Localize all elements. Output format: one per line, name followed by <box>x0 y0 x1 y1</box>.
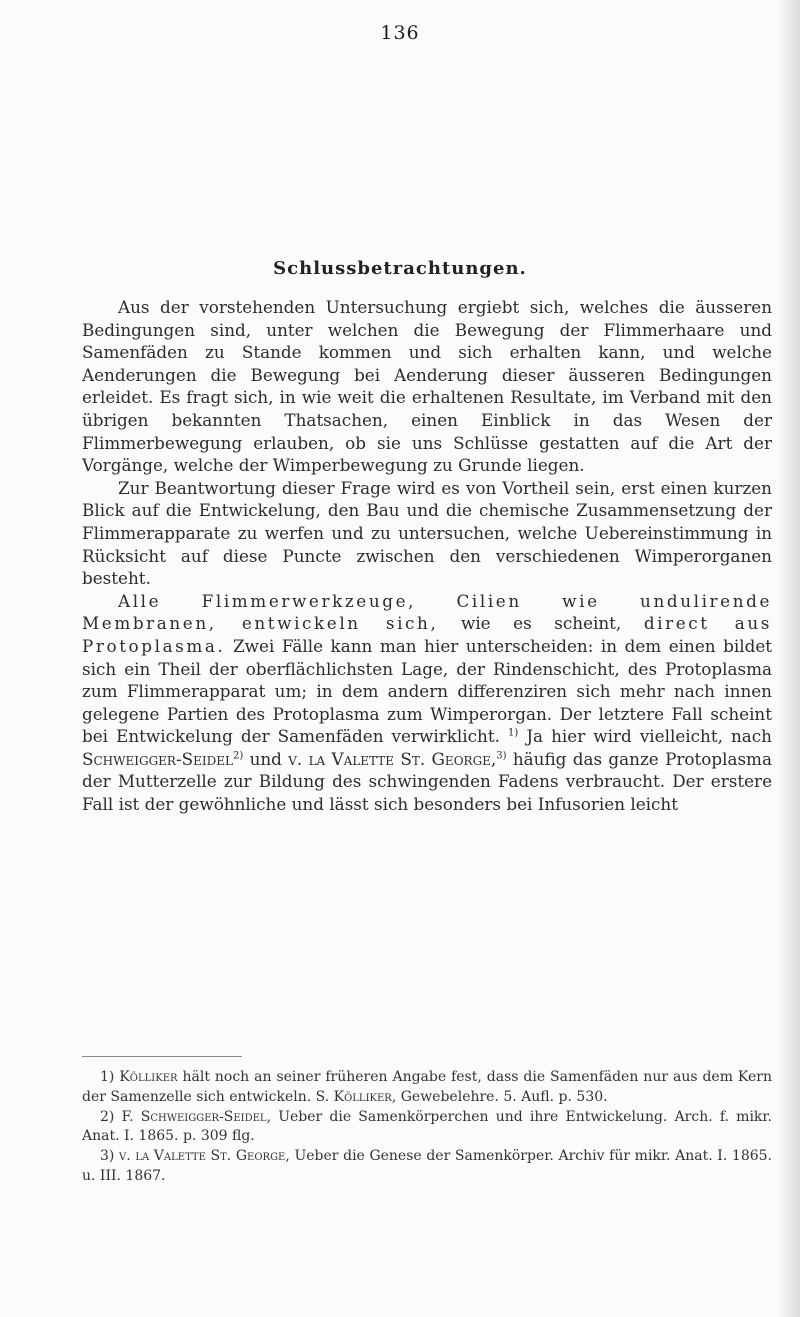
footnote-ref: 3) <box>496 750 507 762</box>
page-edge-shadow <box>778 0 800 1317</box>
section-title: Schlussbetrachtungen. <box>273 258 527 279</box>
page-number: 136 <box>380 22 420 44</box>
paragraph-1: Aus der vorstehenden Untersuchung ergiebt sich, welches die äusseren Bedingungen sind, unter welchen die Bewegung der Flimmerhaare und Samenfäden zu Stande kommen und sich erhalten kann, und welche Aenderungen die Bewegung bei Aenderung dieser äusseren Bedingungen erleidet. Es fragt sich, in wie weit die erhaltenen Resultate, im Verband mit den übrigen bekannten Thatsachen, einen Einblick in das Wesen der Flimmerbewegung erlauben, ob sie uns Schlüsse gestatten auf die Art der Vorgänge, welche der Wimperbewegung zu Grunde liegen. <box>82 297 772 476</box>
footnotes <box>82 1068 772 1187</box>
footnote-divider <box>82 1056 242 1057</box>
footnote-1: 1) Kölliker hält noch an seiner früheren Angabe fest, dass die Samenfäden nur aus dem Kern der Samenzelle sich entwickeln. S. Kölliker, Gewebelehre. 5. Aufl. p. 530. <box>82 1069 773 1105</box>
author-name: Schweigger-Seidel <box>82 748 233 769</box>
paragraph-2: Zur Beantwortung dieser Frage wird es von Vortheil sein, erst einen kurzen Blick auf die Entwickelung, den Bau und die chemische Zusammensetzung der Flimmerapparate zu werfen und zu untersuchen, welche Uebereinstimmung in Rücksicht auf diese Puncte zwischen den verschiedenen Wimperorganen besteht. <box>82 477 772 589</box>
paragraph-3: Alle Flimmerwerkzeuge, Cilien wie undulirende Membranen, entwickeln sich, wie es scheint, direct aus Protoplasma. Zwei Fälle kann man hier unterscheiden: in dem einen bildet sich ein Theil der oberflächlichsten Lage, der Rindenschicht, des Protoplasma zum Flimmerapparat um; in dem andern differenziren sich mehr nach innen gelegene Partien des Protoplasma zum Wimperorgan. Der letztere Fall scheint bei Entwickelung der Samenfäden verwirklicht. $^{1)}$ Ja hier wird vielleicht, nach Schweigger-Seidel$^{2)}$ und v. la Valette St. George,$^{3)}$ häufig das ganze Protoplasma der Mutterzelle zur Bildung des schwingenden Fadens verbraucht. Der erstere Fall ist der gewöhnliche und lässt sich besonders bei Infusorien leicht <box>82 590 773 815</box>
author-name: v. la Valette St. George <box>119 1148 286 1165</box>
footnote-ref: 2) <box>232 750 244 762</box>
author-name: Kölliker <box>119 1069 178 1085</box>
footnote-ref: 1) <box>507 727 519 739</box>
author-name: F. Schweigger-Seidel <box>121 1108 267 1125</box>
footnote-2: 2) F. Schweigger-Seidel, Ueber die Samenkörperchen und ihre Entwickelung. Arch. f. mikr. Anat. I. 1865. p. 309 flg. <box>82 1108 773 1145</box>
footnote-3: 3) v. la Valette St. George, Ueber die Genese der Samenkörper. Archiv für mikr. Anat. I. 1865. u. III. 1867. <box>82 1148 772 1184</box>
author-name: v. la Valette St. George, <box>288 748 497 769</box>
emphasis-text: Alle Flimmerwerkzeuge, Cilien wie undulirende Membranen, entwickeln sich, <box>82 590 772 634</box>
author-name: Kölliker <box>333 1088 392 1105</box>
emphasis-text: direct aus Protoplasma. <box>82 613 773 656</box>
body-text <box>82 296 772 816</box>
